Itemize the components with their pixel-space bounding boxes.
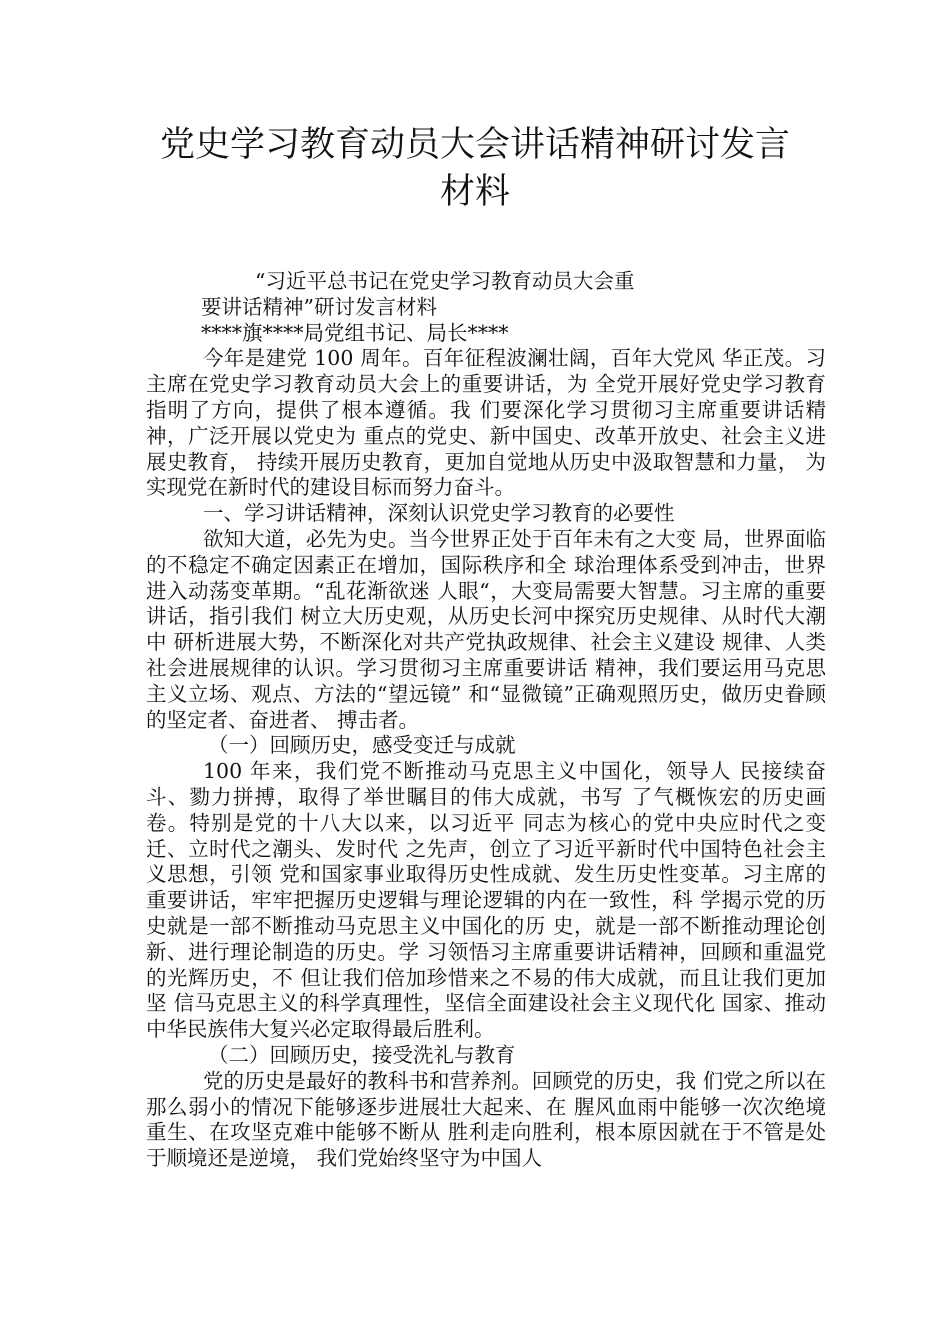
subtitle-line-1: “习近平总书记在党史学习教育动员大会重 xyxy=(255,269,635,293)
document-body xyxy=(146,269,826,1172)
paragraph-subsection-2: 党的历史是最好的教科书和营养剂。回顾党的历史，我 们党之所以在那么弱小的情况下能够逐步进展壮大起来、在 腥风血雨中能够一次次绝境重生、在攻坚克难中能够不断从 胜利走向胜利，根本原因就在于不管是处于顺境还是逆境， 我们党始终坚守为中国人 xyxy=(146,1068,826,1171)
section-heading-1: 一、学习讲话精神，深刻认识党史学习教育的必要性 xyxy=(203,501,675,526)
paragraph-intro: 今年是建党 100 周年。百年征程波澜壮阔，百年大党风 华正茂。习主席在党史学习教育动员大会上的重要讲话，为 全党开展好党史学习教育指明了方向，提供了根本遵循。我 们要深化学习贯彻习主席重要讲话精神，广泛开展以党史为 重点的党史、新中国史、改革开放史、社会主义进展史教育， 持续开展历史教育，更加自觉地从历史中汲取智慧和力量， 为实现党在新时代的建设目标而努力奋斗。 xyxy=(146,346,826,500)
paragraph-subsection-1: 100 年来，我们党不断推动马克思主义中国化，领导人 民接续奋斗、勠力拼搏，取得了举世瞩目的伟大成就，书写 了气概恢宏的历史画卷。特别是党的十八大以来，以习近平 同志为核心的党中央应时代之变迁、立时代之潮头、发时代 之先声，创立了习近平新时代中国特色社会主义思想，引领 党和国家事业取得历史性成就、发生历史性变革。习主席的 重要讲话，牢牢把握历史逻辑与理论逻辑的内在一致性，科 学揭示党的历史就是一部不断推动马克思主义中国化的历 史，就是一部不断推动理论创新、进行理论制造的历史。学 习领悟习主席重要讲话精神，回顾和重温党的光辉历史，不 但让我们倍加珍惜来之不易的伟大成就，而且让我们更加坚 信马克思主义的科学真理性，坚信全面建设社会主义现代化 国家、推动中华民族伟大复兴必定取得最后胜利。 xyxy=(146,759,826,1042)
document-title xyxy=(120,122,830,216)
paragraph-section-1: 欲知大道，必先为史。当今世界正处于百年未有之大变 局，世界面临的不稳定不确定因素正在增加，国际秩序和全 球治理体系受到冲击，世界进入动荡变革期。“乱花渐欲迷 人眼“，大变局需要大智慧。习主席的重要讲话，指引我们 树立大历史观，从历史长河中探究历史规律、从时代大潮中 研析进展大势，不断深化对共产党执政规律、社会主义建设 规律、人类社会进展规律的认识。学习贯彻习主席重要讲话 精神，我们要运用马克思主义立场、观点、方法的“望远镜” 和“显微镜”正确观照历史，做历史眷顾的坚定者、奋进者、 搏击者。 xyxy=(146,526,826,732)
title-line-2: 材料 xyxy=(439,172,510,212)
title-line-1: 党史学习教育动员大会讲话精神研讨发言 xyxy=(159,125,790,165)
subsection-heading-1: （一）回顾历史，感受变迁与成就 xyxy=(208,733,516,758)
author-line: ****旗****局党组书记、局长**** xyxy=(201,320,509,345)
subtitle-line-2: 要讲话精神”研讨发言材料 xyxy=(201,294,437,319)
subsection-heading-2: （二）回顾历史，接受洗礼与教育 xyxy=(208,1042,516,1067)
